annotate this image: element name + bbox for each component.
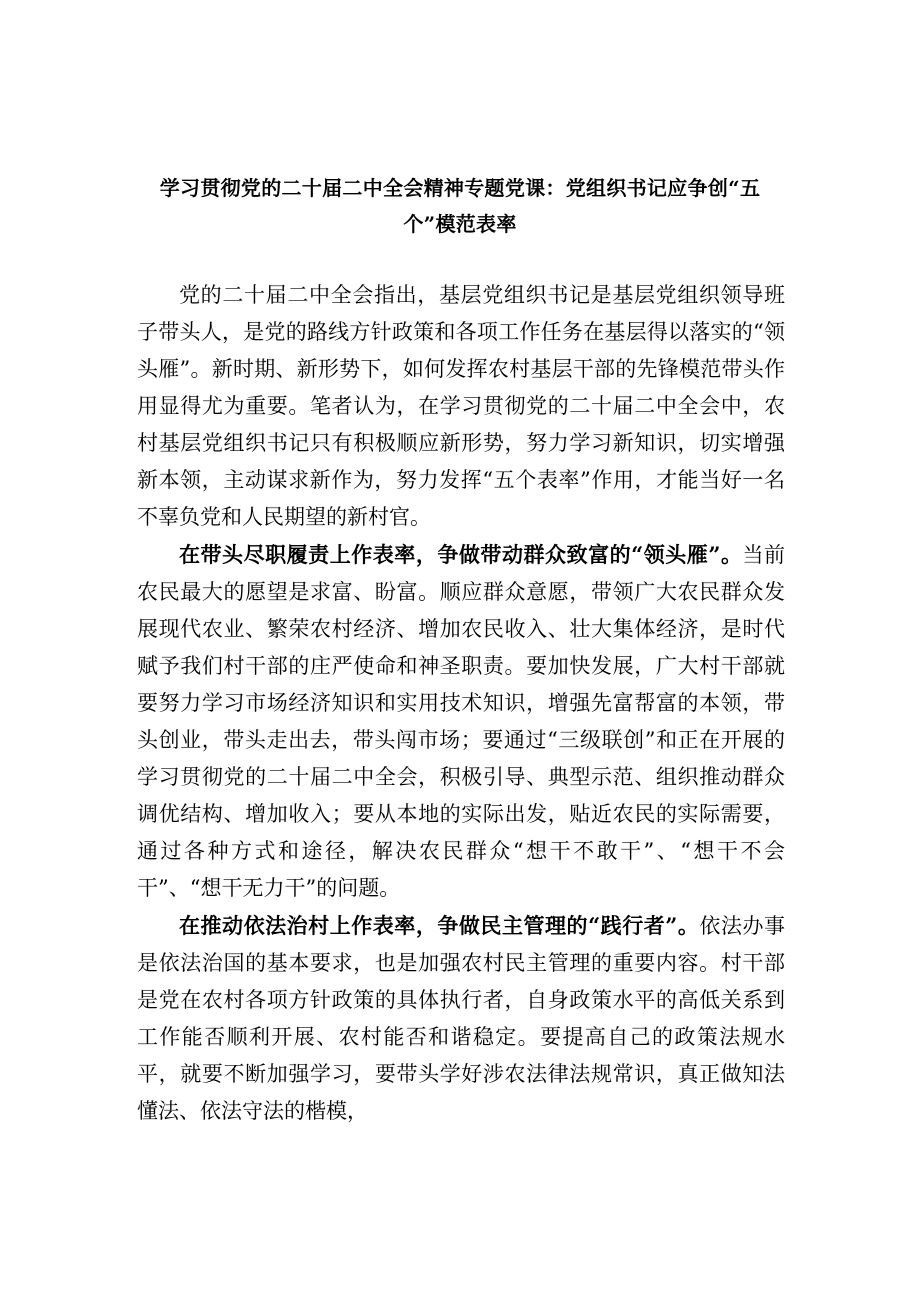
paragraph-lead: 在带头尽职履责上作表率，争做带动群众致富的“领头雁”。 — [179, 542, 743, 567]
paragraph-intro — [137, 276, 785, 536]
paragraph-text: 当前农民最大的愿望是求富、盼富。顺应群众意愿，带领广大农民群众发展现代农业、繁荣农村经济、增加农民收入、壮大集体经济，是时代赋予我们村干部的庄严使命和神圣职责。要加快发展，广大村干部就要努力学习市场经济知识和实用技术知识，增强先富帮富的本领，带头创业，带头走出去，带头闯市场；要通过“三级联创”和正在开展的学习贯彻党的二十届二中全会，积极引导、典型示范、组织推动群众调优结构、增加收入；要从本地的实际出发，贴近农民的实际需要，通过各种方式和途径，解决农民群众“想干不敢干”、“想干不会干”、“想干无力干”的问题。 — [137, 543, 786, 900]
document-title: 学习贯彻党的二十届二中全会精神专题党课：党组织书记应争创“五个”模范表率 — [159, 176, 761, 236]
paragraph-point-1 — [137, 536, 785, 907]
paragraph-text: 党的二十届二中全会指出，基层党组织书记是基层党组织领导班子带头人，是党的路线方针政策和各项工作任务在基层得以落实的“领头雁”。新时期、新形势下，如何发挥农村基层干部的先锋模范带头作用显得尤为重要。笔者认为，在学习贯彻党的二十届二中全会中，农村基层党组织书记只有积极顺应新形势，努力学习新知识，切实增强新本领，主动谋求新作为，努力发挥“五个表率”作用，才能当好一名不辜负党和人民期望的新村官。 — [137, 283, 785, 529]
paragraph-point-2 — [137, 907, 785, 1130]
document-body — [137, 276, 785, 1130]
paragraph-text: 依法办事是依法治国的基本要求，也是加强农村民主管理的重要内容。村干部是党在农村各项方针政策的具体执行者，自身政策水平的高低关系到工作能否顺利开展、农村能否和谐稳定。要提高自己的政策法规水平，就要不断加强学习，要带头学好涉农法律法规常识，真正做知法懂法、依法守法的楷模， — [137, 914, 786, 1123]
paragraph-lead: 在推动依法治村上作表率，争做民主管理的“践行者”。 — [179, 913, 700, 938]
